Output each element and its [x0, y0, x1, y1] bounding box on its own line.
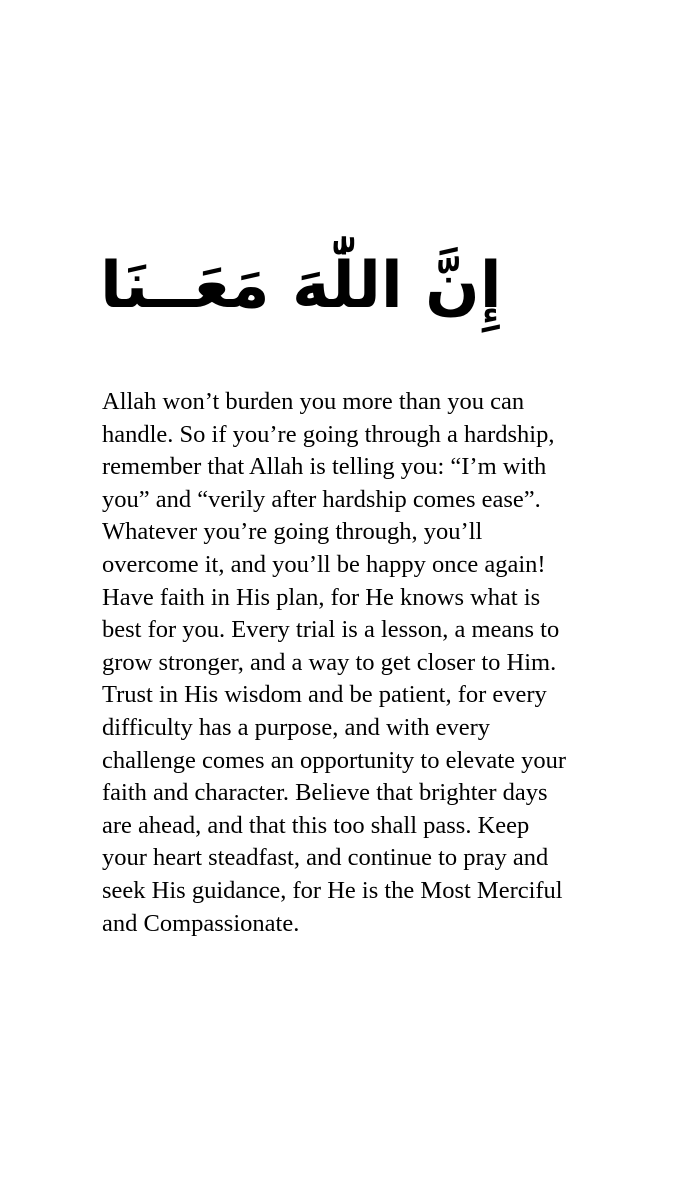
body-line: Whatever you’re going through, you’ll — [102, 518, 483, 546]
body-line: Allah won’t burden you more than you can — [102, 388, 525, 415]
body-line: best for you. Every trial is a lesson, a means to — [102, 616, 560, 644]
body-line: seek His guidance, for He is the Most Merciful — [102, 876, 563, 904]
body-paragraph — [102, 386, 582, 940]
body-line: overcome it, and you’ll be happy once again! — [102, 550, 546, 578]
body-line: your heart steadfast, and continue to pray and — [102, 844, 549, 872]
body-line: difficulty has a purpose, and with every — [102, 713, 491, 741]
arabic-heading: إِنَّ اللّٰهَ مَعَــنَا — [100, 249, 502, 323]
body-line: remember that Allah is telling you: “I’m with — [102, 453, 547, 481]
body-line: Trust in His wisdom and be patient, for every — [102, 681, 547, 709]
body-line: challenge comes an opportunity to elevate your — [102, 746, 566, 774]
body-line: and Compassionate. — [102, 909, 300, 937]
body-line: you” and “verily after hardship comes ease”. — [102, 485, 541, 513]
body-line: faith and character. Believe that brighter days — [102, 779, 548, 807]
body-line: Have faith in His plan, for He knows what is — [102, 583, 541, 611]
body-line: handle. So if you’re going through a hardship, — [102, 420, 555, 448]
body-line: are ahead, and that this too shall pass. Keep — [102, 811, 530, 839]
body-line: grow stronger, and a way to get closer to Him. — [102, 648, 557, 676]
